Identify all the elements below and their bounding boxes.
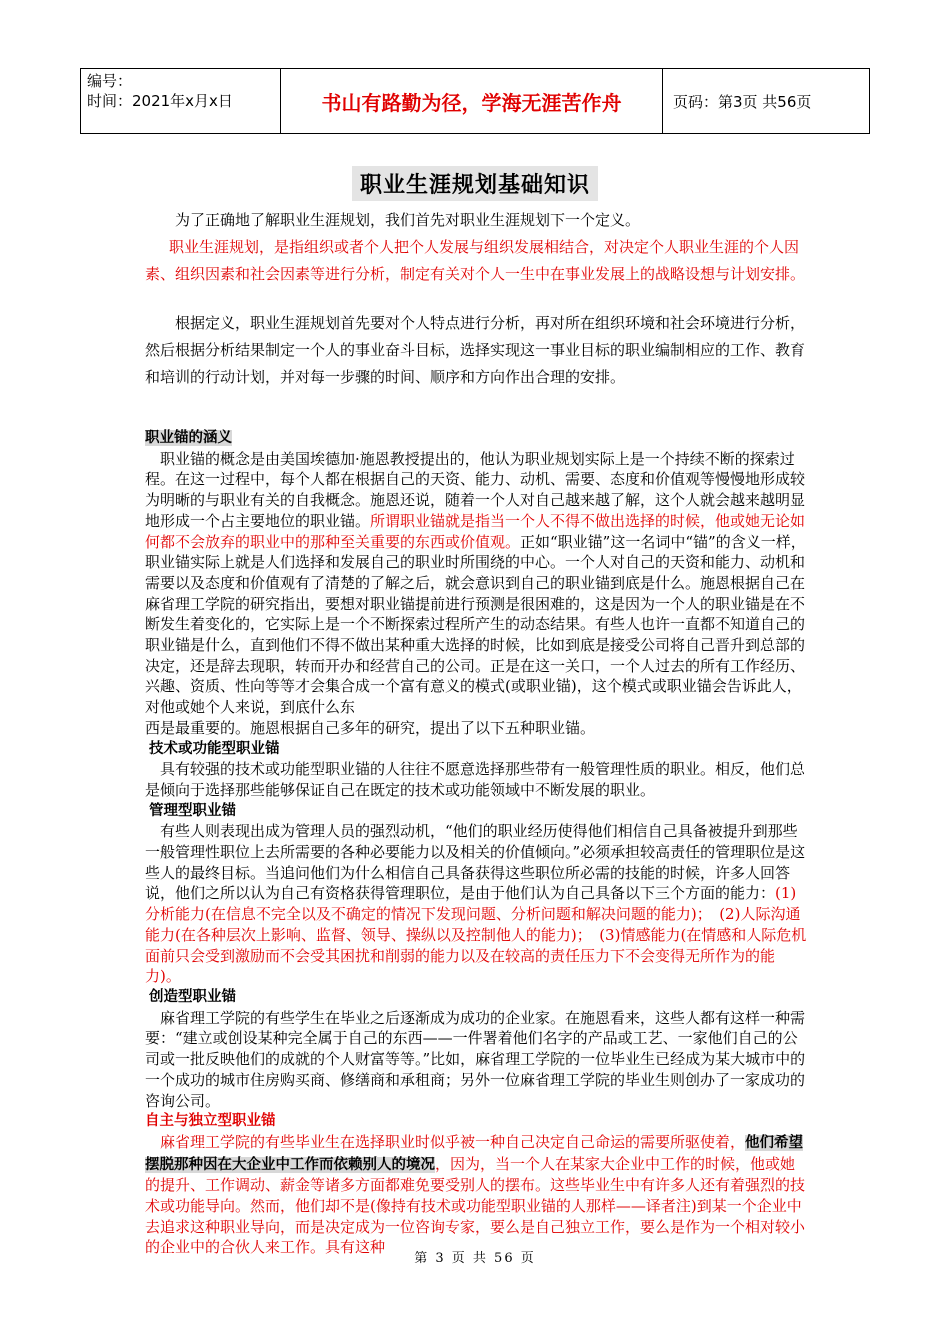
anchor-section [145,428,809,1258]
header-page-info: 页码：第3页 共56页 [673,92,812,111]
technical-paragraph: 具有较强的技术或功能型职业锚的人往往不愿意选择那些带有一般管理性质的职业。相反，他们总是倾向于选择那些能够保证自己在既定的技术或功能领域中不断发展的职业。 [145,760,806,799]
section-heading-autonomy: 自主与独立型职业锚 [145,1113,276,1130]
header-number: 编号： [87,72,133,90]
intro-paragraph-1: 为了正确地了解职业生涯规划，我们首先对职业生涯规划下一个定义。 [175,211,641,229]
anchor-paragraph [145,449,809,718]
anchor-text-definition: 所谓职业锚就是指当一个人不得不做出选择的时候，他或她无论如何都不会放弃的职业中的那种至关重要的东西或价值观。 [145,511,806,551]
managerial-text: 有些人则表现出成为管理人员的强烈动机，“他们的职业经历使得他们相信自己具备被提升到那些一般管理性职位上去所需要的各种必要能力以及相关的价值倾向。”必须承担较高责任的管理职位是这些人的最终目标。当追问他们为什么相信自己具备获得这些职位所必需的技能的时候，许多人回答说，他们之所以认为自己有资格获得管理职位，是由于他们认为自己具备以下三个方面的能力： [145,822,806,903]
header-meta [81,69,281,133]
page-footer: 第 3 页 共 56 页 [414,1251,536,1266]
intro-paragraph-3: 根据定义，职业生涯规划首先要对个人特点进行分析，再对所在组织环境和社会环境进行分析，然后根据分析结果制定一个人的事业奋斗目标，选择实现这一事业目标的职业编制相应的工作、教育和培训的行动计划，并对每一步骤的时间、顺序和方向作出合理的安排。 [145,314,806,386]
autonomy-text-a: 麻省理工学院的有些毕业生在选择职业时似乎被一种自己决定自己命运的需要所驱使着， [160,1132,746,1151]
section-heading-managerial: 管理型职业锚 [149,802,236,819]
anchor-paragraph-end: 西是最重要的。施恩根据自己多年的研究，提出了以下五种职业锚。 [145,718,596,737]
section-heading-technical: 技术或功能型职业锚 [149,740,280,757]
autonomy-highlight: 他们希望摆脱那种因在大企业中工作而依赖别人的境况 [145,1134,804,1173]
document-title: 职业生涯规划基础知识 [352,166,598,201]
section-heading-anchor-meaning: 职业锚的涵义 [145,430,232,446]
page-header [80,68,870,134]
creative-paragraph: 麻省理工学院的有些学生在毕业之后逐渐成为成功的企业家。在施恩看来，这些人都有这样一种需要：“建立或创设某种完全属于自己的东西——一件署着他们名字的产品或工艺、一家他们自己的公司或一批反映他们的成就的个人财富等等。”比如，麻省理工学院的一位毕业生已经成为某大城市中的一个成功的城市住房购买商、修缮商和承租商；另外一位麻省理工学院的毕业生则创办了一家成功的咨询公司。 [145,1008,806,1110]
autonomy-paragraph [145,1132,809,1258]
section-heading-creative: 创造型职业锚 [149,988,236,1005]
autonomy-text-b: ，因为，当一个人在某家大企业中工作的时候，他或她的提升、工作调动、薪金等诸多方面都难免要受别人的摆布。这些毕业生中有许多人还有着强烈的技术或功能导向。然而，他们却不是(像持有技术或功能型职业锚的人那样——译者注)到某一个企业中去追求这种职业导向，而是决定成为一位咨询专家，要么是自己独立工作，要么是作为一个相对较小的企业中的合伙人来工作。具有这种 [145,1154,806,1257]
header-time: 时间：2021年x月x日 [87,92,233,110]
anchor-text-a: 职业锚的概念是由美国埃德加·施恩教授提出的，他认为职业规划实际上是一个持续不断的探索过程。在这一过程中，每个人都在根据自己的天资、能力、动机、需要、态度和价值观等慢慢地形成较为明晰的与职业有关的自我概念。施恩还说，随着一个人对自己越来越了解，这个人就会越来越明显地形成一个占主要地位的职业锚。 [145,449,806,530]
managerial-abilities: (1)分析能力(在信息不完全以及不确定的情况下发现问题、分析问题和解决问题的能力)； (2)人际沟通能力(在各种层次上影响、监督、领导、操纵以及控制他人的能力)； (3)情感能力(在情感和人际危机面前只会受到激励而不会受其困扰和削弱的能力以及在较高的责任压力下不会变得无所作为的能力)。 [145,884,807,986]
document-title-wrap [0,166,950,201]
header-motto: 书山有路勤为径，学海无涯苦作舟 [281,69,663,133]
anchor-text-c: 正如“职业锚”这一名词中“锚”的含义一样，职业锚实际上就是人们选择和发展自己的职业时所围绕的中心。一个人对自己的天资和能力、动机和需要以及态度和价值观有了清楚的了解之后，就会意识到自己的职业锚到底是什么。施恩根据自己在麻省理工学院的研究指出，要想对职业锚提前进行预测是很困难的，这是因为一个人的职业锚是在不断发生着变化的，它实际上是一个不断探索过程所产生的动态结果。有些人也许一直都不知道自己的职业锚是什么，直到他们不得不做出某种重大选择的时候，比如到底是接受公司将自己晋升到总部的决定，还是辞去现职，转而开办和经营自己的公司。正是在这一关口，一个人过去的所有工作经历、兴趣、资质、性向等等才会集合成一个富有意义的模式(或职业锚)，这个模式或职业锚会告诉此人，对他或她个人来说，到底什么东 [145,532,806,717]
intro-paragraph-definition: 职业生涯规划，是指组织或者个人把个人发展与组织发展相结合，对决定个人职业生涯的个人因素、组织因素和社会因素等进行分析，制定有关对个人一生中在事业发展上的战略设想与计划安排。 [145,238,806,283]
managerial-paragraph [145,821,809,987]
